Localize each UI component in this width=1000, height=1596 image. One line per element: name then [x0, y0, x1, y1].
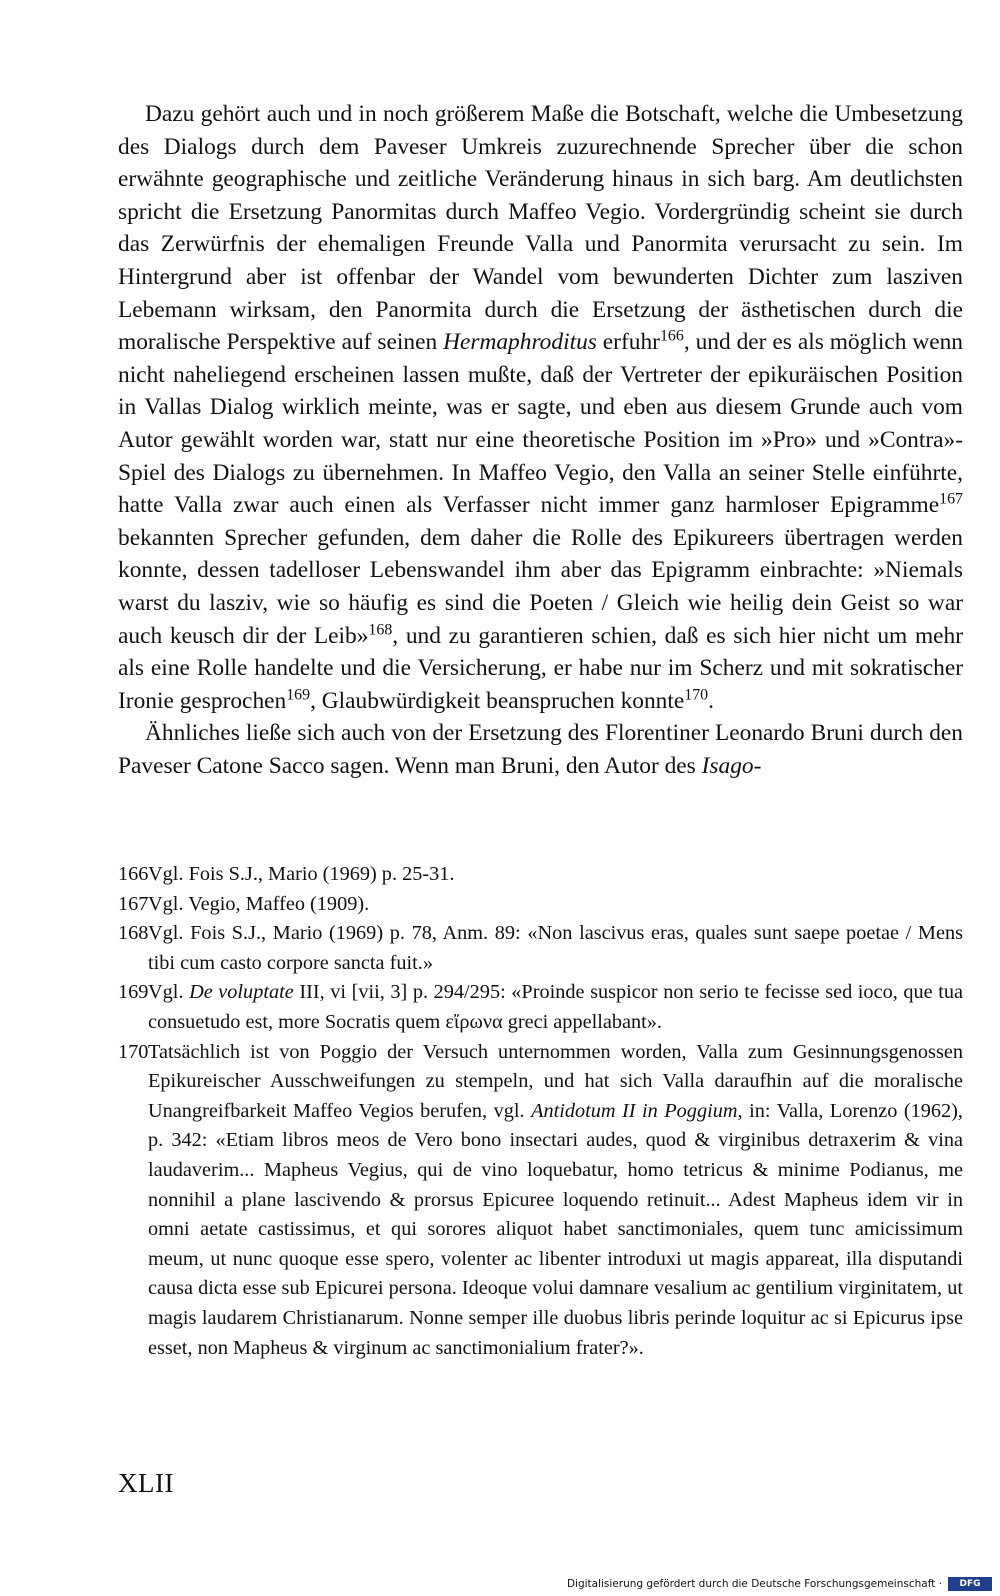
text-run: Vgl.: [148, 981, 190, 1004]
footnote-ref: 170: [684, 685, 709, 703]
italic-text: Antidotum II in Poggium: [531, 1099, 738, 1122]
dfg-logo: DFG: [948, 1577, 992, 1591]
footnote-ref: 169: [286, 685, 311, 703]
footnote-number: 167: [118, 892, 149, 915]
body-text: [118, 98, 963, 782]
page-number: XLII: [118, 1468, 174, 1498]
italic-text: Hermaphroditus: [443, 329, 597, 356]
footnote-number: 166: [118, 863, 149, 885]
footnote-ref: 166: [659, 327, 684, 345]
italic-text: De voluptate: [189, 981, 294, 1004]
text-run: Dazu gehört auch und in noch größerem Maße die Botschaft, welche die Umbesetzung des Dialogs durch dem Paveser Umkreis zuzurechnende Sprecher über die schon erwähnte geographische und zeitliche Veränderung hinaus in sich barg. Am deutlichsten spricht die Ersetzung Panormitas durch Maffeo Vegio. Vordergründig scheint sie durch das Zerwürfnis der ehemaligen Freunde Valla und Panormita verursacht zu sein. Im Hintergrund aber ist offenbar der Wandel vom bewunderten Dichter zum lasziven Lebemann wirksam, den Panormita durch die Ersetzung der ästhetischen durch die moralische Perspektive auf seinen: [118, 101, 963, 356]
footnote-ref: 168: [368, 620, 393, 638]
footnotes: [118, 860, 963, 1363]
text-run: Vgl. Vegio, Maffeo (1909).: [148, 892, 370, 915]
text-run: Vgl. Fois S.J., Mario (1969) p. 78, Anm. 89: «Non lascivus eras, quales sunt saepe poetae / Mens tibi cum casto corpore sancta fuit.»: [148, 922, 963, 974]
text-run: III, vi [vii, 3] p. 294/295: «Proinde suspicor non serio te fecisse sed ioco, que tua consuetudo est, more Socratis quem εἴρωνα greci appellabant».: [148, 981, 963, 1033]
paragraph: [118, 98, 963, 717]
text-run: erfuhr: [596, 329, 660, 356]
footnote: [118, 1038, 963, 1364]
text-run: Ähnliches ließe sich auch von der Ersetzung des Florentiner Leonardo Bruni durch den Paveser Catone Sacco sagen. Wenn man Bruni, den Autor des: [118, 720, 963, 779]
text-run: , und zu garantieren schien, daß es sich hier nicht um mehr als eine Rolle handelte und die Versicherung, er habe nur im Scherz und mit sokratischer Ironie gesprochen: [118, 622, 964, 714]
footnote-number: 169: [118, 981, 149, 1004]
footnote: [118, 978, 963, 1037]
text-run: Tatsächlich ist von Poggio der Versuch unternommen worden, Valla zum Gesinnungsgenossen Epikureischer Ausschweifungen zu stempeln, und hat sich Valla daraufhin auf die moralische Unangreifbarkeit Maffeo Vegios berufen, vgl.: [148, 1040, 963, 1122]
text-run: , und der es als möglich wenn nicht naheliegend erscheinen lassen mußte, daß der Vertreter der epikuräischen Position in Vallas Dialog wirklich meinte, was er sagte, und eben aus diesem Grunde auch vom Autor gewählt worden war, statt nur eine theoretische Position im »Pro» und »Contra»- Spiel des Dialogs zu übernehmen. In Maffeo Vegio, den Valla an seiner Stelle einführte, hatte Valla zwar auch einen als Verfasser nicht immer ganz harmloser Epigramme: [118, 329, 963, 519]
digitization-credit: Digitalisierung gefördert durch die Deutsche Forschungsgemeinschaft ·: [566, 1578, 942, 1590]
text-run: Vgl. Fois S.J., Mario (1969) p. 25-31.: [148, 863, 455, 885]
text-run: .: [708, 687, 714, 714]
text-run: , Glaubwürdigkeit beanspruchen konnte: [310, 687, 685, 714]
footnote-ref: 167: [939, 490, 963, 508]
paragraph: [118, 717, 963, 782]
footnote: [118, 919, 963, 978]
footnote: [118, 890, 963, 920]
footnote: [118, 860, 963, 890]
footnote-number: 170: [118, 1040, 149, 1063]
text-run: , in: Valla, Lorenzo (1962), p. 342: «Etiam libros meos de Vero bono insectari audes, quod & virginibus detraxerim & vina laudaverim... Mapheus Vegius, qui de vino loquebatur, homo tetricus & minime Podianus, me nonnihil a plane lascivendo & prorsus Epicuree loquendo retinuit... Adest Mapheus idem vir in omni aetate castissimus, et qui sorores aliquot habet sanctimoniales, quem tunc amicissimum meum, ut nunc quoque esse spero, volenter ac libenter introduxi ut magis appareat, illa disputandi causa dicta esse sub Epicurei persona. Ideoque volui damnare vesalium ac gentilium virginitatem, ut magis laudarem Christianarum. Nonne semper ille duobus libris perinde loquitur ac si Epicurus ipse esset, non Mapheus & virginum ac sanctimonialium frater?».: [148, 1099, 963, 1359]
italic-text: Isago-: [701, 752, 762, 779]
footnote-number: 168: [118, 922, 149, 945]
text-run: bekannten Sprecher gefunden, dem daher die Rolle des Epikureers übertragen werden konnte, dessen tadelloser Lebenswandel ihm aber das Epigramm einbrachte: »Niemals warst du lasziv, wie so häufig es sind die Poeten / Gleich wie heilig dein Geist so war auch keusch dir der Leib»: [118, 524, 963, 649]
